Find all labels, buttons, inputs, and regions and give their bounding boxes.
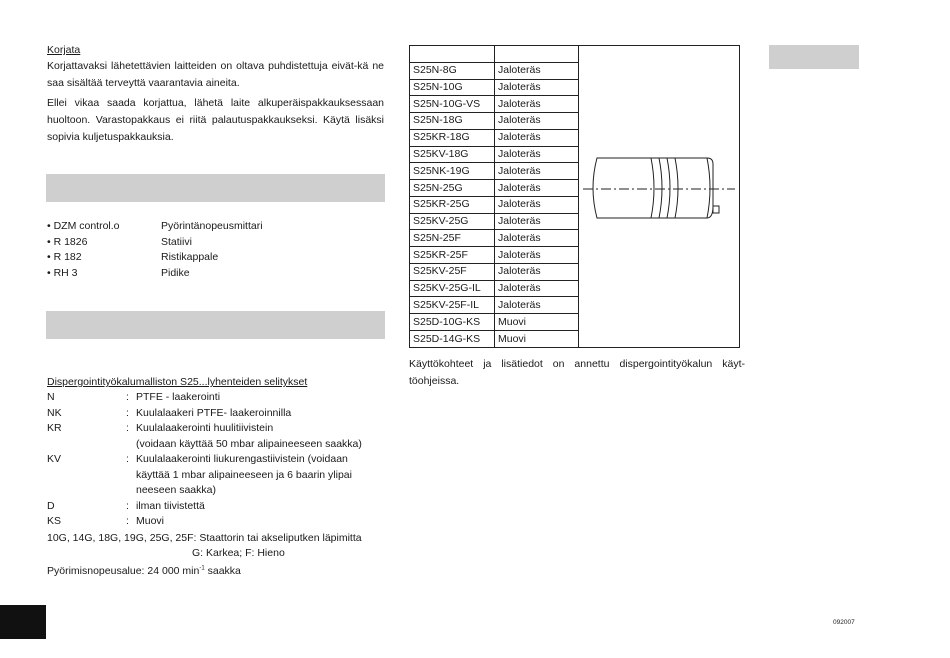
footer-code: 092007 xyxy=(833,619,855,626)
abbreviation-key: KR xyxy=(47,422,62,434)
accessory-item xyxy=(47,266,377,282)
abbreviation-sep: : xyxy=(126,391,129,403)
accessories-list xyxy=(47,219,377,281)
repair-paragraph-2: Ellei vikaa saada korjattua, lähetä laite alkuperäispakkauksessaan huoltoon. Varastopakkaus ei riitä palautuspakkaukseksi. Käytä lisäksi sopivia kuljetuspakkauksia. xyxy=(47,97,384,143)
model-cell: S25D-14G-KS xyxy=(410,331,495,348)
accessory-item xyxy=(47,250,377,266)
abbreviations-list xyxy=(47,390,387,530)
abbreviation-text: Kuulalaakerointi huulitiivistein xyxy=(136,422,274,434)
table-header-cell xyxy=(495,46,579,63)
model-cell: S25KV-18G xyxy=(410,146,495,163)
model-cell: S25N-18G xyxy=(410,113,495,130)
model-cell: S25N-10G-VS xyxy=(410,96,495,113)
accessory-name: Pidike xyxy=(161,266,190,279)
abbreviation-sep: : xyxy=(126,453,129,465)
accessory-name: Ristikappale xyxy=(161,251,219,263)
abbreviation-item xyxy=(47,514,387,530)
abbreviation-key: N xyxy=(47,391,55,403)
abbreviations-title: Dispergointityökalumalliston S25...lyhenteiden selitykset xyxy=(47,376,308,388)
abbreviation-text: käyttää 1 mbar alipaineeseen ja 6 baarin ylipai xyxy=(136,468,352,481)
material-cell: Jaloteräs xyxy=(495,96,579,113)
model-cell: S25KV-25G-IL xyxy=(410,280,495,297)
abbreviation-key: NK xyxy=(47,406,62,419)
material-cell: Jaloteräs xyxy=(495,297,579,314)
material-cell: Muovi xyxy=(495,314,579,331)
material-cell: Jaloteräs xyxy=(495,146,579,163)
material-cell: Jaloteräs xyxy=(495,247,579,264)
abbreviation-sep: : xyxy=(126,499,129,512)
repair-paragraph-1: Korjattavaksi lähetettävien laitteiden on oltava puhdistettuja eivät-kä ne saa sisältää terveyttä vaarantavia aineita. xyxy=(47,60,384,89)
speed-prefix: Pyörimisnopeusalue: 24 000 min xyxy=(47,565,200,577)
table-header-row xyxy=(410,46,740,63)
model-cell: S25N-25F xyxy=(410,230,495,247)
abbreviation-sep: : xyxy=(126,422,129,434)
model-cell: S25D-10G-KS xyxy=(410,314,495,331)
material-cell: Jaloteräs xyxy=(495,62,579,79)
accessory-code: • DZM control.o xyxy=(47,220,120,232)
abbreviation-text: neeseen saakka) xyxy=(136,484,216,496)
speed-suffix: saakka xyxy=(204,565,241,577)
model-cell: S25N-25G xyxy=(410,180,495,197)
abbreviation-text: PTFE - laakerointi xyxy=(136,391,221,403)
accessory-item xyxy=(47,235,377,251)
model-cell: S25KV-25F-IL xyxy=(410,297,495,314)
abbreviation-text: (voidaan käyttää 50 mbar alipaineeseen saakka) xyxy=(136,437,362,450)
abbreviation-item xyxy=(47,452,387,468)
section-bar-right xyxy=(769,45,859,69)
section-bar-tools xyxy=(46,311,385,339)
abbreviation-item xyxy=(47,499,387,515)
material-cell: Jaloteräs xyxy=(495,280,579,297)
repair-heading: Korjata xyxy=(47,44,81,56)
model-cell: S25N-8G xyxy=(410,62,495,79)
material-cell: Jaloteräs xyxy=(495,79,579,96)
sizes-sub: G: Karkea; F: Hieno xyxy=(192,547,285,559)
speed-range xyxy=(47,565,241,577)
abbreviation-key: D xyxy=(47,499,55,512)
section-bar-accessories xyxy=(46,174,385,202)
model-cell: S25KV-25F xyxy=(410,263,495,280)
material-cell: Jaloteräs xyxy=(495,180,579,197)
accessory-code: • R 182 xyxy=(47,251,82,263)
material-cell: Jaloteräs xyxy=(495,213,579,230)
abbreviation-text: ilman tiivistettä xyxy=(136,499,205,512)
abbreviation-sep: : xyxy=(126,515,129,527)
accessory-name: Pyörintänopeusmittari xyxy=(161,220,263,232)
abbreviation-text: Muovi xyxy=(136,515,165,527)
accessory-name: Statiivi xyxy=(161,235,192,248)
accessory-code: • R 1826 xyxy=(47,235,88,248)
abbreviation-key: KS xyxy=(47,515,62,527)
model-cell: S25NK-19G xyxy=(410,163,495,180)
material-cell: Jaloteräs xyxy=(495,113,579,130)
table-header-cell xyxy=(410,46,495,63)
accessory-item xyxy=(47,219,377,235)
usage-note: Käyttökohteet ja lisätiedot on annettu dispergointityökalun käyt-töohjeissa. xyxy=(409,358,745,387)
accessory-code: • RH 3 xyxy=(47,266,78,279)
speed-unit-exponent: -1 xyxy=(199,565,205,572)
model-cell: S25KV-25G xyxy=(410,213,495,230)
tool-shaft-drawing xyxy=(579,46,739,342)
material-cell: Jaloteräs xyxy=(495,230,579,247)
abbreviation-text: Kuulalaakerointi liukurengastiivistein (voidaan xyxy=(136,453,348,465)
material-cell: Muovi xyxy=(495,331,579,348)
sizes-line: 10G, 14G, 18G, 19G, 25G, 25F: Staattorin tai akseliputken läpimitta xyxy=(47,532,362,544)
material-cell: Jaloteräs xyxy=(495,129,579,146)
abbreviation-item xyxy=(47,421,387,437)
model-cell: S25KR-25G xyxy=(410,196,495,213)
material-cell: Jaloteräs xyxy=(495,163,579,180)
abbreviation-key: KV xyxy=(47,453,62,465)
model-cell: S25N-10G xyxy=(410,79,495,96)
corner-block xyxy=(0,605,46,639)
material-cell: Jaloteräs xyxy=(495,196,579,213)
abbreviation-sep: : xyxy=(126,406,129,419)
abbreviation-text: Kuulalaakeri PTFE- laakeroinnilla xyxy=(136,406,292,419)
material-cell: Jaloteräs xyxy=(495,263,579,280)
abbreviation-item xyxy=(47,406,387,422)
shaft-notch xyxy=(713,206,719,213)
tool-material-table xyxy=(409,45,740,348)
abbreviation-item xyxy=(47,390,387,406)
model-cell: S25KR-25F xyxy=(410,247,495,264)
model-cell: S25KR-18G xyxy=(410,129,495,146)
figure-cell xyxy=(579,46,740,348)
